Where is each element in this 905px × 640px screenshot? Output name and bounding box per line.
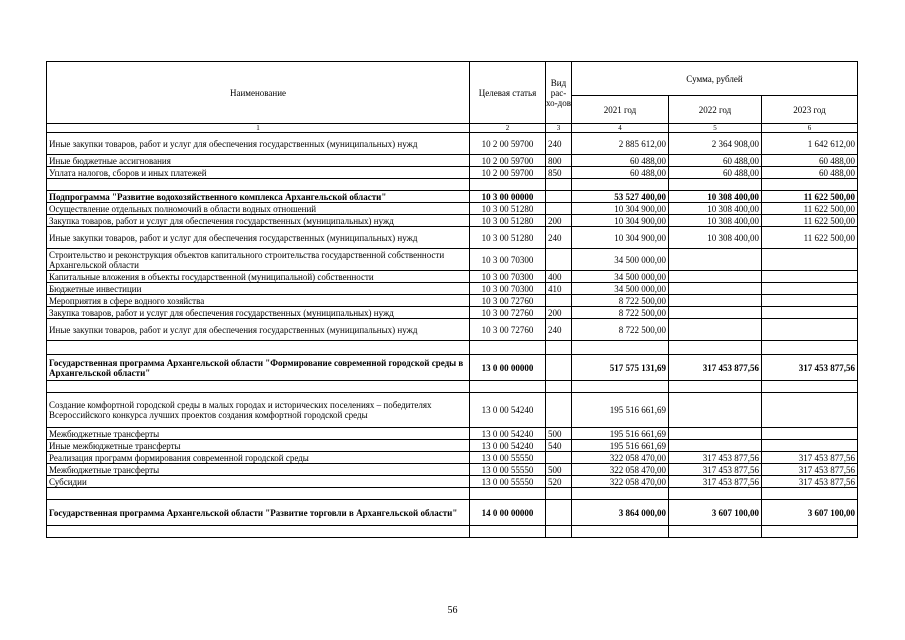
table-row — [47, 452, 858, 464]
row-sum-2021: 195 516 661,69 — [572, 428, 669, 440]
row-sum-2022 — [669, 428, 762, 440]
row-sum-2021: 8 722 500,00 — [572, 307, 669, 319]
row-name: Бюджетные инвестиции — [47, 283, 470, 295]
row-name: Создание комфортной городской среды в малых городах и исторических поселениях – победителях Всероссийского конкурса лучших проектов создания комфортной городской среды — [47, 393, 470, 428]
row-sum-2021: 8 722 500,00 — [572, 295, 669, 307]
row-code: 10 3 00 51280 — [470, 215, 546, 227]
row-code: 13 0 00 54240 — [470, 440, 546, 452]
row-sum-2023: 317 453 877,56 — [762, 452, 858, 464]
row-sum-2021: 517 575 131,69 — [572, 355, 669, 381]
row-vid: 200 — [546, 307, 572, 319]
row-vid — [546, 191, 572, 203]
header-year-2022: 2022 год — [669, 96, 762, 124]
row-name: Осуществление отдельных полномочий в области водных отношений — [47, 203, 470, 215]
row-sum-2022: 10 308 400,00 — [669, 215, 762, 227]
header-name: Наименование — [47, 62, 470, 124]
row-sum-2021: 3 864 000,00 — [572, 500, 669, 526]
row-sum-2022 — [669, 179, 762, 191]
row-sum-2021: 53 527 400,00 — [572, 191, 669, 203]
row-sum-2022: 3 607 100,00 — [669, 500, 762, 526]
header-year-2021: 2021 год — [572, 96, 669, 124]
header-year-2023: 2023 год — [762, 96, 858, 124]
row-sum-2022 — [669, 440, 762, 452]
row-vid: 540 — [546, 440, 572, 452]
row-name: Межбюджетные трансферты — [47, 464, 470, 476]
row-sum-2022 — [669, 526, 762, 538]
colnum-1: 1 — [47, 124, 470, 133]
row-vid — [546, 341, 572, 355]
row-vid: 240 — [546, 227, 572, 249]
colnum-2: 2 — [470, 124, 546, 133]
column-numbers-row — [47, 124, 858, 133]
row-vid — [546, 381, 572, 393]
empty-row — [47, 526, 858, 538]
table-row — [47, 215, 858, 227]
row-name — [47, 381, 470, 393]
row-sum-2022: 317 453 877,56 — [669, 464, 762, 476]
row-code — [470, 381, 546, 393]
row-sum-2023 — [762, 249, 858, 271]
row-sum-2023: 11 622 500,00 — [762, 191, 858, 203]
row-vid: 520 — [546, 476, 572, 488]
row-sum-2021: 60 488,00 — [572, 167, 669, 179]
row-vid — [546, 355, 572, 381]
row-sum-2022 — [669, 341, 762, 355]
colnum-3: 3 — [546, 124, 572, 133]
row-name: Межбюджетные трансферты — [47, 428, 470, 440]
row-name: Иные закупки товаров, работ и услуг для обеспечения государственных (муниципальных) нужд — [47, 319, 470, 341]
table-row — [47, 428, 858, 440]
row-vid: 410 — [546, 283, 572, 295]
row-code: 10 3 00 70300 — [470, 283, 546, 295]
row-sum-2021: 195 516 661,69 — [572, 393, 669, 428]
row-name: Капитальные вложения в объекты государственной (муниципальной) собственности — [47, 271, 470, 283]
row-sum-2021: 195 516 661,69 — [572, 440, 669, 452]
row-vid: 850 — [546, 167, 572, 179]
row-code: 10 2 00 59700 — [470, 133, 546, 155]
colnum-6: 6 — [762, 124, 858, 133]
row-code: 10 3 00 51280 — [470, 227, 546, 249]
row-name: Иные закупки товаров, работ и услуг для обеспечения государственных (муниципальных) нужд — [47, 227, 470, 249]
row-vid: 200 — [546, 215, 572, 227]
row-code — [470, 488, 546, 500]
table-row — [47, 283, 858, 295]
budget-table — [46, 61, 858, 538]
row-name — [47, 179, 470, 191]
row-vid: 400 — [546, 271, 572, 283]
row-sum-2021: 34 500 000,00 — [572, 249, 669, 271]
row-sum-2021: 322 058 470,00 — [572, 464, 669, 476]
row-code: 10 3 00 00000 — [470, 191, 546, 203]
row-name — [47, 526, 470, 538]
table-row — [47, 203, 858, 215]
row-vid — [546, 203, 572, 215]
row-sum-2021 — [572, 381, 669, 393]
row-sum-2022 — [669, 271, 762, 283]
row-sum-2022 — [669, 393, 762, 428]
row-sum-2021 — [572, 488, 669, 500]
row-name: Уплата налогов, сборов и иных платежей — [47, 167, 470, 179]
row-sum-2022: 10 308 400,00 — [669, 227, 762, 249]
row-code: 13 0 00 55550 — [470, 464, 546, 476]
table-row — [47, 476, 858, 488]
row-sum-2022 — [669, 488, 762, 500]
row-code: 10 3 00 72760 — [470, 307, 546, 319]
row-name: Иные бюджетные ассигнования — [47, 155, 470, 167]
row-sum-2023: 317 453 877,56 — [762, 464, 858, 476]
row-vid: 240 — [546, 319, 572, 341]
row-sum-2023: 11 622 500,00 — [762, 203, 858, 215]
table-row — [47, 155, 858, 167]
row-name: Закупка товаров, работ и услуг для обеспечения государственных (муниципальных) нужд — [47, 215, 470, 227]
row-vid: 800 — [546, 155, 572, 167]
row-sum-2022: 317 453 877,56 — [669, 452, 762, 464]
row-sum-2023 — [762, 341, 858, 355]
row-sum-2021: 10 304 900,00 — [572, 203, 669, 215]
row-name: Закупка товаров, работ и услуг для обеспечения государственных (муниципальных) нужд — [47, 307, 470, 319]
empty-row — [47, 341, 858, 355]
row-sum-2023 — [762, 295, 858, 307]
row-sum-2021 — [572, 341, 669, 355]
empty-row — [47, 179, 858, 191]
empty-row — [47, 488, 858, 500]
row-sum-2022: 10 308 400,00 — [669, 191, 762, 203]
table-row — [47, 167, 858, 179]
colnum-4: 4 — [572, 124, 669, 133]
row-sum-2022 — [669, 381, 762, 393]
row-sum-2023: 317 453 877,56 — [762, 355, 858, 381]
table-row — [47, 500, 858, 526]
row-name: Иные межбюджетные трансферты — [47, 440, 470, 452]
row-vid: 500 — [546, 428, 572, 440]
header-sum: Сумма, рублей — [572, 62, 858, 96]
row-sum-2023 — [762, 381, 858, 393]
table-body — [47, 62, 858, 538]
row-vid — [546, 393, 572, 428]
row-code — [470, 179, 546, 191]
row-code: 10 3 00 72760 — [470, 295, 546, 307]
row-sum-2023: 60 488,00 — [762, 155, 858, 167]
row-sum-2022 — [669, 319, 762, 341]
table-row — [47, 227, 858, 249]
table-row — [47, 307, 858, 319]
row-vid — [546, 179, 572, 191]
row-sum-2023 — [762, 428, 858, 440]
row-code: 10 2 00 59700 — [470, 167, 546, 179]
row-vid — [546, 488, 572, 500]
row-sum-2022 — [669, 295, 762, 307]
row-sum-2022 — [669, 249, 762, 271]
row-sum-2021 — [572, 179, 669, 191]
row-name: Реализация программ формирования современной городской среды — [47, 452, 470, 464]
row-code: 13 0 00 54240 — [470, 393, 546, 428]
row-sum-2023 — [762, 319, 858, 341]
row-code — [470, 526, 546, 538]
row-sum-2022: 317 453 877,56 — [669, 355, 762, 381]
row-sum-2022: 60 488,00 — [669, 167, 762, 179]
row-sum-2021: 2 885 612,00 — [572, 133, 669, 155]
row-sum-2023: 1 642 612,00 — [762, 133, 858, 155]
table-row — [47, 440, 858, 452]
table-row — [47, 295, 858, 307]
row-sum-2022: 317 453 877,56 — [669, 476, 762, 488]
row-code: 13 0 00 54240 — [470, 428, 546, 440]
row-name: Мероприятия в сфере водного хозяйства — [47, 295, 470, 307]
row-sum-2023 — [762, 271, 858, 283]
row-name — [47, 341, 470, 355]
row-name: Государственная программа Архангельской области "Формирование современной городской среды в Архангельской области" — [47, 355, 470, 381]
row-sum-2021: 8 722 500,00 — [572, 319, 669, 341]
table-row — [47, 393, 858, 428]
row-sum-2023 — [762, 526, 858, 538]
row-sum-2021: 60 488,00 — [572, 155, 669, 167]
row-code: 10 3 00 70300 — [470, 271, 546, 283]
row-sum-2023 — [762, 179, 858, 191]
row-name: Подпрограмма "Развитие водохозяйственного комплекса Архангельской области" — [47, 191, 470, 203]
row-code — [470, 341, 546, 355]
table-row — [47, 319, 858, 341]
colnum-5: 5 — [669, 124, 762, 133]
row-sum-2022 — [669, 283, 762, 295]
row-sum-2023 — [762, 307, 858, 319]
row-code: 14 0 00 00000 — [470, 500, 546, 526]
row-sum-2021: 322 058 470,00 — [572, 452, 669, 464]
row-code: 13 0 00 00000 — [470, 355, 546, 381]
row-sum-2021: 34 500 000,00 — [572, 283, 669, 295]
row-name: Субсидии — [47, 476, 470, 488]
table-row — [47, 249, 858, 271]
row-code: 10 3 00 72760 — [470, 319, 546, 341]
row-sum-2023 — [762, 393, 858, 428]
row-sum-2021: 10 304 900,00 — [572, 215, 669, 227]
row-sum-2023: 3 607 100,00 — [762, 500, 858, 526]
table-row — [47, 133, 858, 155]
row-code: 10 2 00 59700 — [470, 155, 546, 167]
row-sum-2023: 60 488,00 — [762, 167, 858, 179]
row-name — [47, 488, 470, 500]
row-vid — [546, 452, 572, 464]
page-number: 56 — [447, 605, 458, 616]
row-sum-2023 — [762, 488, 858, 500]
row-sum-2023 — [762, 283, 858, 295]
row-sum-2021: 10 304 900,00 — [572, 227, 669, 249]
header-code: Целевая статья — [470, 62, 546, 124]
row-sum-2023 — [762, 440, 858, 452]
row-sum-2022: 10 308 400,00 — [669, 203, 762, 215]
row-code: 10 3 00 70300 — [470, 249, 546, 271]
row-sum-2023: 11 622 500,00 — [762, 215, 858, 227]
row-vid — [546, 295, 572, 307]
empty-row — [47, 381, 858, 393]
row-code: 13 0 00 55550 — [470, 476, 546, 488]
table-row — [47, 271, 858, 283]
row-sum-2022: 2 364 908,00 — [669, 133, 762, 155]
row-sum-2022: 60 488,00 — [669, 155, 762, 167]
header-vid: Вид рас-хо-дов — [546, 62, 572, 124]
row-name: Строительство и реконструкция объектов капитального строительства государственной собственности Архангельской области — [47, 249, 470, 271]
row-vid — [546, 249, 572, 271]
row-vid: 500 — [546, 464, 572, 476]
row-name: Иные закупки товаров, работ и услуг для обеспечения государственных (муниципальных) нужд — [47, 133, 470, 155]
row-code: 13 0 00 55550 — [470, 452, 546, 464]
row-sum-2023: 11 622 500,00 — [762, 227, 858, 249]
table-row — [47, 464, 858, 476]
row-sum-2021 — [572, 526, 669, 538]
row-sum-2021: 34 500 000,00 — [572, 271, 669, 283]
header-row — [47, 62, 858, 96]
row-sum-2021: 322 058 470,00 — [572, 476, 669, 488]
row-vid — [546, 526, 572, 538]
row-code: 10 3 00 51280 — [470, 203, 546, 215]
table-row — [47, 191, 858, 203]
row-sum-2022 — [669, 307, 762, 319]
row-vid — [546, 500, 572, 526]
row-vid: 240 — [546, 133, 572, 155]
table-row — [47, 355, 858, 381]
row-name: Государственная программа Архангельской области "Развитие торговли в Архангельской области" — [47, 500, 470, 526]
row-sum-2023: 317 453 877,56 — [762, 476, 858, 488]
